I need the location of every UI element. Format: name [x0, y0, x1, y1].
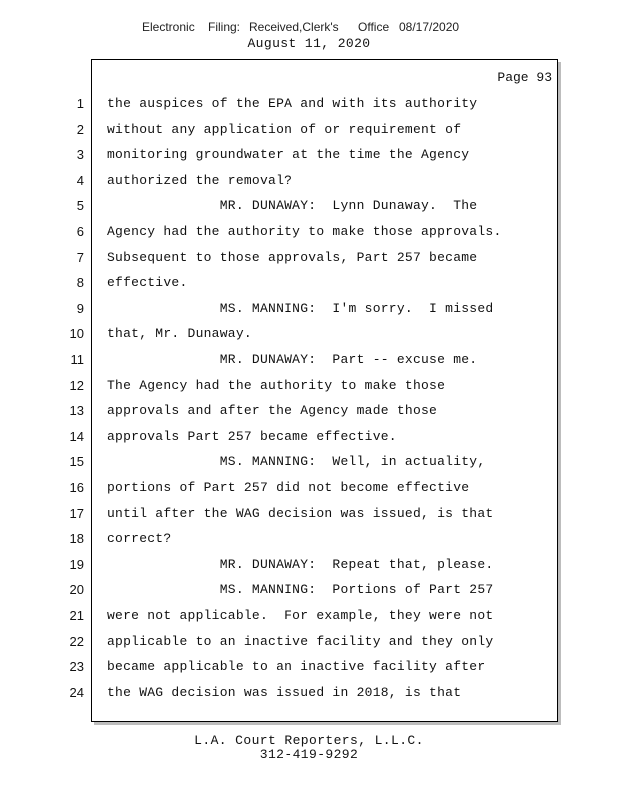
- transcript-line: MR. DUNAWAY: Lynn Dunaway. The: [107, 198, 478, 213]
- transcript-line: authorized the removal?: [107, 173, 293, 188]
- transcript-line: were not applicable. For example, they were not: [107, 608, 494, 623]
- transcript-line: MS. MANNING: Portions of Part 257: [107, 582, 494, 597]
- line-number: 22: [69, 634, 84, 649]
- transcript-line: monitoring groundwater at the time the Agency: [107, 147, 470, 162]
- stamp-electronic: Electronic: [142, 20, 195, 34]
- transcript-line: without any application of or requirement of: [107, 122, 462, 137]
- transcript-line: became applicable to an inactive facility after: [107, 659, 486, 674]
- transcript-line: correct?: [107, 531, 172, 546]
- line-number: 16: [69, 480, 84, 495]
- transcript-line: the WAG decision was issued in 2018, is that: [107, 685, 462, 700]
- transcript-line: until after the WAG decision was issued, is that: [107, 506, 494, 521]
- line-number: 7: [76, 250, 84, 265]
- transcript-line: effective.: [107, 275, 188, 290]
- transcript-line: the auspices of the EPA and with its authority: [107, 96, 478, 111]
- transcript-line: MR. DUNAWAY: Part -- excuse me.: [107, 352, 478, 367]
- transcript-line: MS. MANNING: Well, in actuality,: [107, 454, 486, 469]
- line-number: 19: [69, 557, 84, 572]
- footer-phone: 312-419-9292: [259, 747, 359, 762]
- line-number: 3: [76, 147, 84, 162]
- transcript-line: Subsequent to those approvals, Part 257 became: [107, 250, 478, 265]
- stamp-received-clerks: Received,Clerk's: [249, 20, 339, 34]
- page-number: Page 93: [497, 70, 552, 85]
- transcript-line: that, Mr. Dunaway.: [107, 326, 252, 341]
- line-number: 5: [76, 198, 84, 213]
- transcript-line: applicable to an inactive facility and they only: [107, 634, 494, 649]
- transcript-date: August 11, 2020: [247, 36, 371, 51]
- line-number: 23: [69, 659, 84, 674]
- line-number: 18: [69, 531, 84, 546]
- transcript-line: The Agency had the authority to make those: [107, 378, 446, 393]
- transcript-line: MR. DUNAWAY: Repeat that, please.: [107, 557, 494, 572]
- line-number: 24: [69, 685, 84, 700]
- transcript-line: approvals and after the Agency made those: [107, 403, 438, 418]
- line-number: 10: [69, 326, 84, 341]
- transcript-line: approvals Part 257 became effective.: [107, 429, 397, 444]
- stamp-date: 08/17/2020: [399, 20, 460, 34]
- line-number: 12: [69, 378, 84, 393]
- line-number: 9: [76, 301, 84, 316]
- line-number: 14: [69, 429, 84, 444]
- transcript-line: portions of Part 257 did not become effective: [107, 480, 470, 495]
- line-number: 21: [69, 608, 84, 623]
- line-number: 20: [69, 582, 84, 597]
- footer-company: L.A. Court Reporters, L.L.C.: [194, 733, 424, 748]
- line-number: 6: [76, 224, 84, 239]
- line-number: 13: [69, 403, 84, 418]
- line-number: 15: [69, 454, 84, 469]
- stamp-filing: Filing:: [208, 20, 241, 34]
- line-number: 4: [76, 173, 84, 188]
- stamp-office: Office: [358, 20, 390, 34]
- line-number: 2: [76, 122, 84, 137]
- line-number: 1: [76, 96, 84, 111]
- transcript-line: MS. MANNING: I'm sorry. I missed: [107, 301, 494, 316]
- transcript-line: Agency had the authority to make those approvals.: [107, 224, 502, 239]
- line-number: 8: [76, 275, 84, 290]
- line-number: 17: [69, 506, 84, 521]
- line-number: 11: [70, 352, 84, 367]
